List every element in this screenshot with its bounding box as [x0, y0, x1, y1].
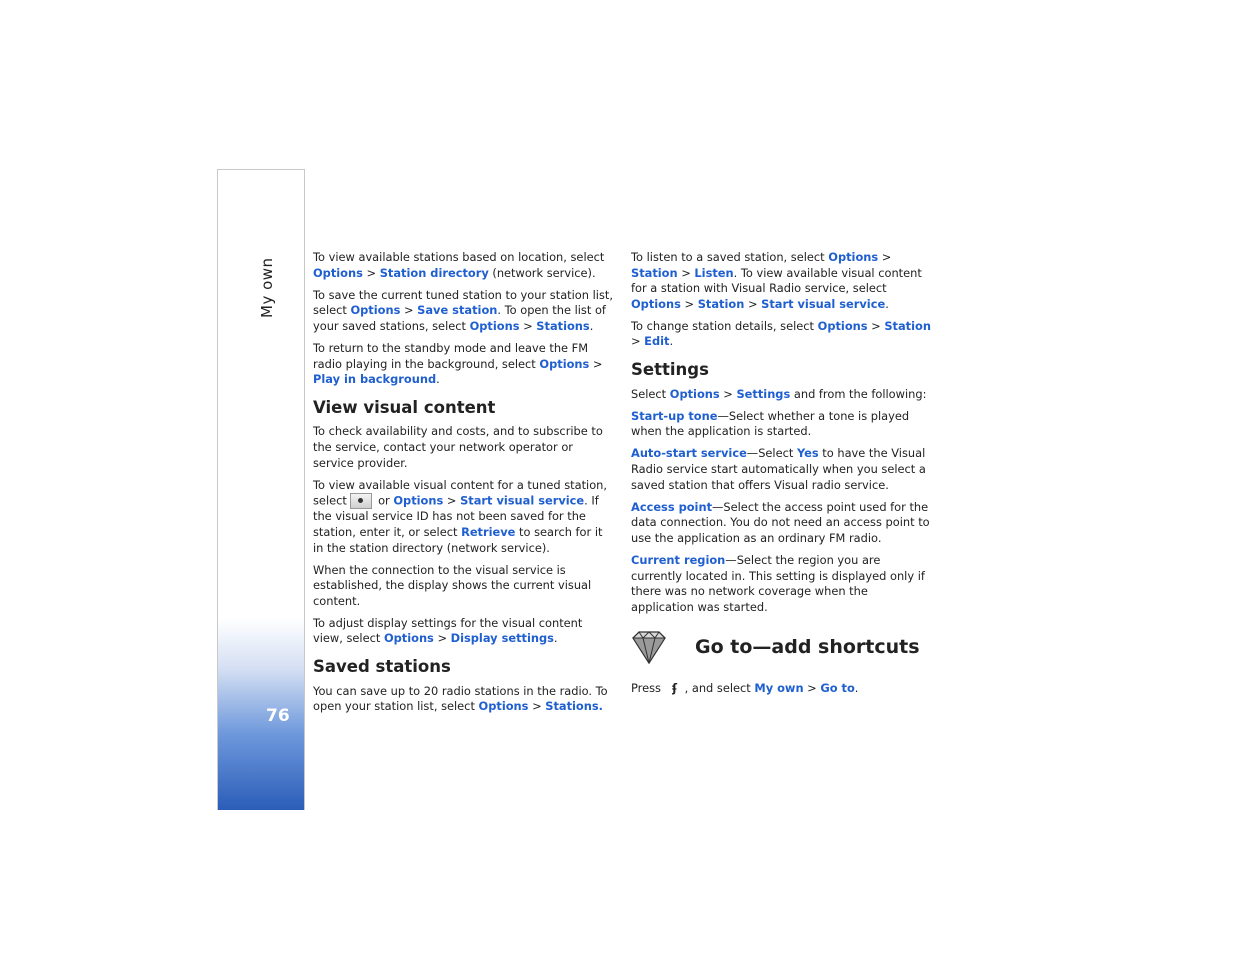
heading-saved-stations: Saved stations: [313, 657, 451, 677]
heading-view-visual-content: View visual content: [313, 397, 496, 417]
paragraph-connection: When the connection to the visual service is established, the display shows the current visual content.: [313, 562, 592, 608]
paragraph-play-background: To return to the standby mode and leave the FM radio playing in the background, select Options > Play in background.: [313, 340, 603, 387]
diamond-tip-icon: [631, 629, 667, 665]
paragraph-current-region: Current region—Select the region you are currently located in. This setting is displayed only if there was no network coverage when the application was started.: [631, 553, 925, 614]
menu-key-icon: ʄ: [672, 681, 678, 696]
page-number: 76: [266, 706, 290, 726]
paragraph-go-to: Press ʄ , and select My own > Go to.: [631, 681, 859, 696]
paragraph-auto-start: Auto-start service—Select Yes to have the Visual Radio service start automatically when you select a saved station that offers Visual radio service.: [631, 446, 926, 492]
paragraph-edit-station: To change station details, select Options > Station > Edit.: [631, 318, 931, 349]
column-left: [313, 250, 615, 721]
paragraph-station-directory: To view available stations based on location, select Options > Station directory (network service).: [313, 250, 605, 280]
paragraph-settings-intro: Select Options > Settings and from the following:: [631, 386, 927, 401]
heading-settings: Settings: [631, 360, 709, 380]
visual-radio-icon: [350, 493, 372, 509]
paragraph-start-visual-service: To view available visual content for a tuned station, select or Options > Start visual service. If the visual service ID has not been saved for the station, enter it, or select Retrieve to search for it in the station directory (network service).: [313, 477, 608, 555]
column-right: [631, 250, 933, 703]
paragraph-access-point: Access point—Select the access point used for the data connection. You do not need an access point to use the application as an ordinary FM radio.: [631, 499, 930, 545]
goto-heading-row: [631, 629, 933, 665]
section-title-vertical: My own: [258, 257, 276, 318]
paragraph-display-settings: To adjust display settings for the visual content view, select Options > Display settings.: [313, 615, 583, 646]
sidebar: [217, 169, 305, 810]
paragraph-availability: To check availability and costs, and to subscribe to the service, contact your network operator or service provider.: [313, 424, 603, 470]
paragraph-listen-station: To listen to a saved station, select Options > Station > Listen. To view available visual content for a station with Visual Radio service, select Options > Station > Start visual service.: [631, 250, 922, 311]
heading-go-to: Go to—add shortcuts: [695, 635, 920, 658]
paragraph-saved-stations: You can save up to 20 radio stations in the radio. To open your station list, select Options > Stations.: [313, 683, 608, 714]
paragraph-startup-tone: Start-up tone—Select whether a tone is played when the application is started.: [631, 408, 910, 439]
paragraph-save-station: To save the current tuned station to your station list, select Options > Save station. To open the list of your saved stations, select Options > Stations.: [313, 287, 613, 333]
